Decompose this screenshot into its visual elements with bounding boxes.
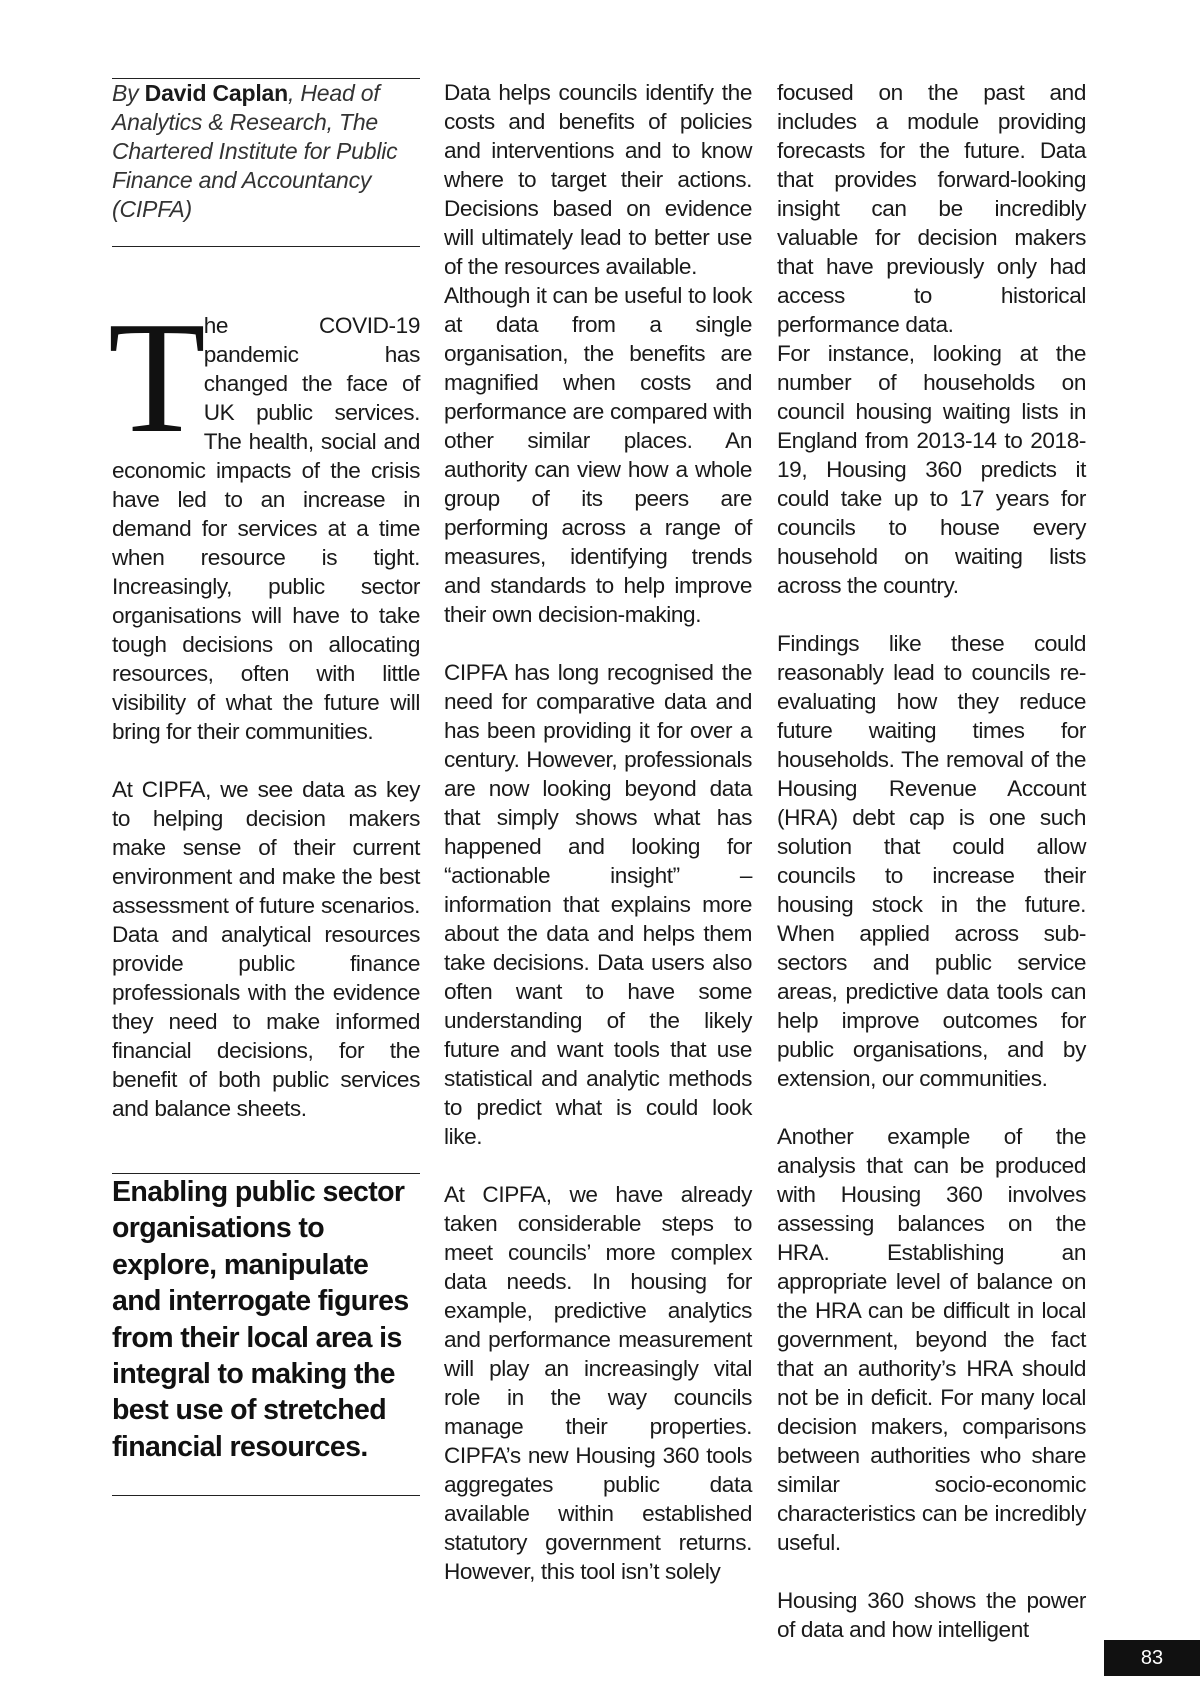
body-paragraph: Data helps councils identify the costs and benefits of policies and interventions and to know where to target their actions. Decisions based on evidence will ultimately lead to better use of the resources available. xyxy=(444,80,752,279)
intro-paragraph: he COVID-19 pandemic has changed the face of UK public services. The health, social and economic impacts of the crisis have led to an increase in demand for services at a time when resource is tight. Increasingly, public sector organisations will have to take tough decisions on allocating resources, often with little visibility of what the future will bring for their communities. xyxy=(112,313,420,744)
body-paragraph: CIPFA has long recognised the need for comparative data and has been providing it for over a century. However, professionals are now looking beyond data that simply shows what has happened and looking for “actionable insight” – information that explains more about the data and helps them take decisions. Data users also often want to have some understanding of the likely future and want tools that use statistical and analytic methods to predict what is could look like. xyxy=(444,660,752,1149)
intro xyxy=(108,288,420,746)
byline-bottom-rule xyxy=(112,246,420,247)
body-paragraph: Housing 360 shows the power of data and how intelligent xyxy=(777,1588,1086,1642)
pull-quote: Enabling public sector organisations to explore, manipulate and interrogate figures from their local area is integral to making the best use of stretched financial resources. xyxy=(112,1176,409,1463)
body-paragraph: Another example of the analysis that can be produced with Housing 360 involves assessing balances on the HRA. Establishing an appropriate level of balance on the HRA can be difficult in local government, beyond the fact that an authority’s HRA should not be in deficit. For many local decision makers, comparisons between authorities who share similar socio-economic characteristics can be incredibly useful. xyxy=(777,1124,1086,1555)
byline-prefix: By xyxy=(112,80,139,106)
drop-cap: T xyxy=(108,288,202,466)
page-number: 83 xyxy=(1104,1640,1200,1676)
body-paragraph: At CIPFA, we have already taken considerable steps to meet councils’ more complex data needs. In housing for example, predictive analytics and performance measurement will play an increasingly vital role in the way councils manage their properties. CIPFA’s new Housing 360 tools aggregates public data available within established statutory government returns. However, this tool isn’t solely xyxy=(444,1182,752,1584)
body-paragraph: At CIPFA, we see data as key to helping decision makers make sense of their current environment and make the best assessment of future scenarios. Data and analytical resources provide public finance professionals with the evidence they need to make informed financial decisions, for the benefit of both public services and balance sheets. xyxy=(112,777,420,1121)
pull-quote-bottom-rule xyxy=(112,1495,420,1496)
body-paragraph: focused on the past and includes a module providing forecasts for the future. Data that provides forward-looking insight can be incredibly valuable for decision makers that have previously only had access to historical performance data. xyxy=(777,80,1086,337)
body-paragraph: Although it can be useful to look at data from a single organisation, the benefits are magnified when costs and performance are compared with other similar places. An authority can view how a whole group of its peers are performing across a range of measures, identifying trends and standards to help improve their own decision-making. xyxy=(444,283,752,627)
author-role: , Head of Analytics & Research, The Chartered Institute for Public Finance and Accountancy (CIPFA) xyxy=(112,80,398,222)
column-3 xyxy=(777,78,1086,1644)
column-1 xyxy=(108,78,420,1496)
author-name: David Caplan xyxy=(144,80,288,106)
byline xyxy=(112,79,420,224)
column-2 xyxy=(444,78,752,1586)
body-paragraph: For instance, looking at the number of households on council housing waiting lists in England from 2013-14 to 2018-19, Housing 360 predicts it could take up to 17 years for councils to house every household on waiting lists across the country. xyxy=(777,341,1086,598)
body-paragraph: Findings like these could reasonably lead to councils re-evaluating how they reduce future waiting times for households. The removal of the Housing Revenue Account (HRA) debt cap is one such solution that could allow councils to increase their housing stock in the future. When applied across sub-sectors and public service areas, predictive data tools can help improve outcomes for public organisations, and by extension, our communities. xyxy=(777,631,1086,1091)
